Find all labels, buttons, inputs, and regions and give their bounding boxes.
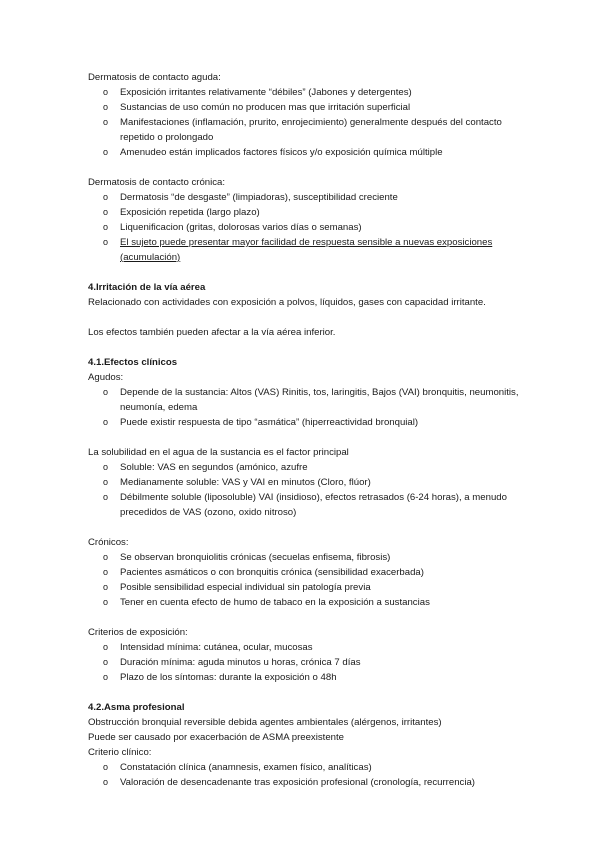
paragraph: Puede ser causado por exacerbación de ASMA preexistente [88,732,344,743]
list-item: o Dermatosis “de desgaste” (limpiadoras), susceptibilidad creciente [103,192,398,203]
list-item: o Medianamente soluble: VAS y VAI en minutos (Cloro, flúor) [103,477,371,488]
list-item: o Constatación clínica (anamnesis, examen físico, analíticas) [103,762,372,773]
list-item: o Liquenificacion (gritas, dolorosas varios días o semanas) [103,222,362,233]
solubility-list [88,460,528,520]
list-item: o Exposición repetida (largo plazo) [103,207,260,218]
bullet-icon: o [103,597,109,607]
bullet-icon: o [103,207,109,217]
subsection-label-clinical-criteria: Criterio clínico: [88,747,152,758]
list-item: o El sujeto puede presentar mayor facilidad de respuesta sensible a nuevas exposiciones (acumulación) [103,237,493,263]
bullet-icon: o [103,672,109,682]
paragraph: Los efectos también pueden afectar a la vía aérea inferior. [88,327,336,338]
bullet-icon: o [103,462,109,472]
bullet-icon: o [103,192,109,202]
list-item: o Tener en cuenta efecto de humo de tabaco en la exposición a sustancias [103,597,430,608]
list-item: o Puede existir respuesta de tipo “asmática” (hiperreactividad bronquial) [103,417,419,428]
list-item: o Amenudeo están implicados factores físicos y/o exposición química múltiple [103,147,443,158]
bullet-icon: o [103,492,109,502]
document-page [88,70,528,790]
list-item: o Valoración de desencadenante tras exposición profesional (cronología, recurrencia) [103,777,476,788]
chronic-effects-list [88,550,528,610]
bullet-icon: o [103,222,109,232]
list-item: o Duración mínima: aguda minutos u horas, crónica 7 días [103,657,361,668]
subsection-label-solubility: La solubilidad en el agua de la sustancia es el factor principal [88,447,349,458]
bullet-icon: o [103,87,109,97]
bullet-icon: o [103,762,109,772]
exposure-criteria-list [88,640,528,685]
bullet-icon: o [103,642,109,652]
acute-effects-list [88,385,528,430]
bullet-icon: o [103,777,109,787]
paragraph: Relacionado con actividades con exposición a polvos, líquidos, gases con capacidad irritante. [88,297,486,308]
list-item: o Sustancias de uso común no producen mas que irritación superficial [103,102,411,113]
acute-dermatosis-list [88,85,528,160]
bullet-icon: o [103,102,109,112]
list-item: o Soluble: VAS en segundos (amónico, azufre [103,462,308,473]
bullet-icon: o [103,552,109,562]
bullet-icon: o [103,477,109,487]
paragraph: Obstrucción bronquial reversible debida agentes ambientales (alérgenos, irritantes) [88,717,442,728]
bullet-icon: o [103,657,109,667]
subsection-label-chronic: Crónicos: [88,537,129,548]
bullet-icon: o [103,237,109,247]
bullet-icon: o [103,417,109,427]
heading-clinical-effects: 4.1.Efectos clínicos [88,357,178,368]
list-item: o Manifestaciones (inflamación, prurito, enrojecimiento) generalmente después del contacto repetido o prolongado [103,117,502,143]
heading-occupational-asthma: 4.2.Asma profesional [88,702,185,713]
list-item: o Plazo de los síntomas: durante la exposición o 48h [103,672,337,683]
list-item: o Pacientes asmáticos o con bronquitis crónica (sensibilidad exacerbada) [103,567,424,578]
list-item: o Intensidad mínima: cutánea, ocular, mucosas [103,642,313,653]
bullet-icon: o [103,117,109,127]
list-item: o Exposición irritantes relativamente “débiles” (Jabones y detergentes) [103,87,412,98]
bullet-icon: o [103,147,109,157]
list-item: o Se observan bronquiolitis crónicas (secuelas enfisema, fibrosis) [103,552,391,563]
section-title-chronic-dermatosis: Dermatosis de contacto crónica: [88,177,226,188]
list-item: o Débilmente soluble (liposoluble) VAI (insidioso), efectos retrasados (6-24 horas), a menudo precedidos de VAS (ozono, oxido nitroso) [103,492,507,518]
bullet-icon: o [103,582,109,592]
clinical-criteria-list [88,760,528,790]
list-item: o Posible sensibilidad especial individual sin patología previa [103,582,371,593]
chronic-dermatosis-list [88,190,528,265]
subsection-label-acute: Agudos: [88,372,124,383]
list-item: o Depende de la sustancia: Altos (VAS) Rinitis, tos, laringitis, Bajos (VAI) bronquitis, neumonitis, neumonía, edema [103,387,519,413]
heading-airway-irritation: 4.Irritación de la vía aérea [88,282,206,293]
subsection-label-exposure-criteria: Criterios de exposición: [88,627,188,638]
bullet-icon: o [103,567,109,577]
bullet-icon: o [103,387,109,397]
section-title-acute-dermatosis: Dermatosis de contacto aguda: [88,72,221,83]
